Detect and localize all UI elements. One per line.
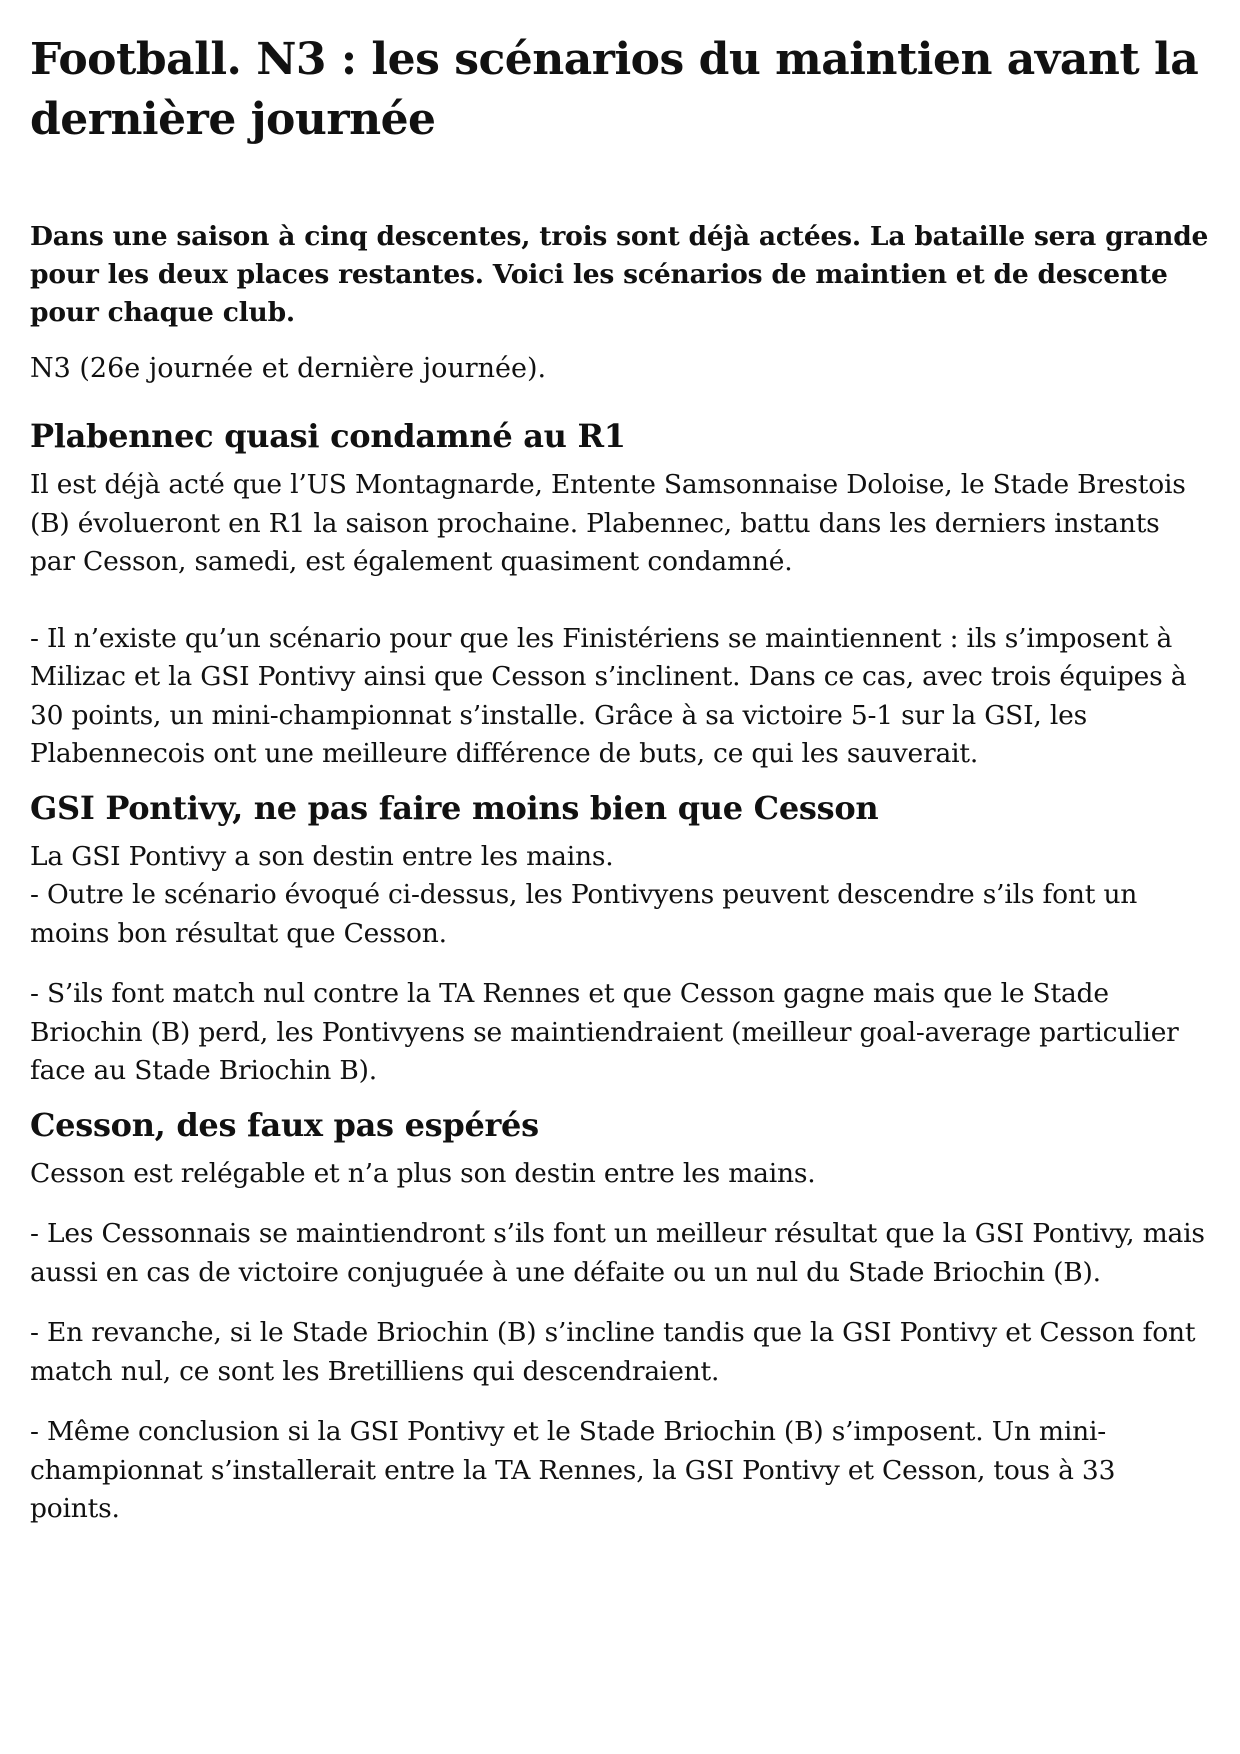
section-paragraph: - Outre le scénario évoqué ci-dessus, les Pontivyens peuvent descendre s’ils font un moins bon résultat que Cesson. [30, 879, 1138, 949]
section-paragraph: - S’ils font match nul contre la TA Rennes et que Cesson gagne mais que le Stade Briochin (B) perd, les Pontivyens se maintiendraient (meilleur goal-average particulier face au Stade Briochin B). [30, 978, 1179, 1086]
section-heading-cesson: Cesson, des faux pas espérés [30, 1105, 539, 1144]
section-heading-plabennec: Plabennec quasi condamné au R1 [30, 417, 626, 455]
article-title: Football. N3 : les scénarios du maintien avant la dernière journée [30, 34, 1199, 145]
section-paragraph: - Même conclusion si la GSI Pontivy et le Stade Briochin (B) s’imposent. Un mini-championnat s’installerait entre la TA Rennes, la GSI Pontivy et Cesson, tous à 33 points. [30, 1416, 1116, 1524]
article-lead: Dans une saison à cinq descentes, trois sont déjà actées. La bataille sera grande pour les deux places restantes. Voici les scénarios de maintien et de descente pour chaque club. [30, 221, 1209, 328]
section-paragraph: - En revanche, si le Stade Briochin (B) s’incline tandis que la GSI Pontivy et Cesson font match nul, ce sont les Bretilliens qui descendraient. [30, 1317, 1196, 1387]
section-paragraph: - Les Cessonnais se maintiendront s’ils font un meilleur résultat que la GSI Pontivy, mais aussi en cas de victoire conjuguée à une défaite ou un nul du Stade Briochin (B). [30, 1218, 1205, 1288]
article [30, 30, 1210, 1529]
section-paragraph: Il est déjà acté que l’US Montagnarde, Entente Samsonnaise Doloise, le Stade Brestois (B) évolueront en R1 la saison prochaine. Plabennec, battu dans les derniers instants par Cesson, samedi, est également quasiment condamné. [30, 469, 1186, 577]
section-heading-gsi-pontivy: GSI Pontivy, ne pas faire moins bien que Cesson [30, 788, 879, 827]
section-paragraph: La GSI Pontivy a son destin entre les mains. [30, 840, 614, 872]
section-paragraph: Cesson est relégable et n’a plus son destin entre les mains. [30, 1157, 816, 1189]
article-meta: N3 (26e journée et dernière journée). [30, 353, 547, 384]
section-paragraph: - Il n’existe qu’un scénario pour que les Finistériens se maintiennent : ils s’imposent à Milizac et la GSI Pontivy ainsi que Cesson s’inclinent. Dans ce cas, avec trois équipes à 30 points, un mini-championnat s’installe. Grâce à sa victoire 5-1 sur la GSI, les Plabennecois ont une meilleure différence de buts, ce qui les sauverait. [30, 622, 1187, 769]
